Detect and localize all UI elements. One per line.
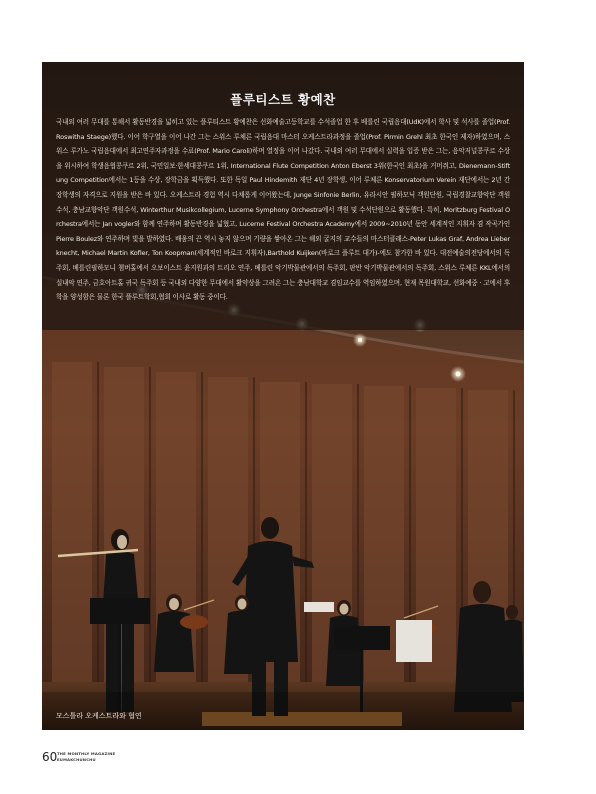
article-body: 국내외 여러 무대를 통해서 활동반경을 넓히고 있는 플루티스트 황예찬은 선화예술고등학교를 수석졸업 한 후 베를린 국립음대(UdK)에서 학사 및 석사를 졸업(Prof. Roswitha Staege)했다. 이어 학구열을 이어 나간 그는 스위스 루체른 국립음대 마스터 오케스트라과정을 졸업(Prof. Pirmin Grehl 최초 한국인 제자)하였으며, 스위스 루가노 국립음대에서 최고연주자과정을 수료(Prof. Mario Caroli)하며 열정을 이어 나갔다. 국내외 여러 무대에서 실력을 입증 받은 그는, 음악저널콩쿠르 수상을 위시하여 학생음협콩쿠르 2위, 국민일보·한세대콩쿠르 1위, International Flute Competition Anton Eberst 3위(한국인 최초)을 거머쥐고, Dienemann-Stiftung Competition에서는 1등을 수상, 장학금을 획득했다. 또한 독일 Paul Hindemith 재단 4년 장학생, 이어 루체른 Konservatorium Verein 재단에서는 2년 간 장학생의 자격으로 지원을 받은 바 있다. 오케스트라 경험 역시 다채롭게 이어왔는데, Junge Sinfonie Berlin, 유라시안 필하모닉 객원단원, 국립경찰교향악단 객원수석, 충남교향악단 객원수석, Winterthur Musikcollegium, Lucerne Symphony Orchestra에서 객원 및 수석단원으로 활동했다. 특히, Moritzburg Festival Orchestra에서는 Jan vogler와 함께 연주하며 활동반경을 넓혔고, Lucerne Festival Orchestra Academy에서 2009~2010년 동안 세계적인 지휘자 겸 작곡가인 Pierre Boulez와 연주하며 빛을 발하였다. 배움의 끈 역시 놓지 않으며 기량을 쌓아온 그는 해외 굴지의 교수들의 마스터클래스-Peter Lukas Graf, Andrea Lieberknecht, Michael Martin Kofler, Ton Koopman(세계적인 바로크 지휘자),Barthold Kuijken(바로크 플루트 대가)-에도 참가한 바 있다. 대전예술의전당에서의 독주회, 베를린필하모니 챔버홀에서 오보이스트 윤지원과의 트리오 연주, 베를린 악기박물관에서의 독주회, 판반 악기박물관에서의 독주회, 스위스 루체른 KKL에서의 실내악 연주, 금호아트홀 귀국 독주회 등 국내외 다양한 무대에서 활약상을 그려온 그는 충남대학교 겸임교수를 역임하였으며, 현재 목원대학교, 선화예중 · 고에서 후학을 양성함은 물론 한국 플루트학회,협회 이사로 활동 중이다. [56,118,510,302]
magazine-name: THE MONTHLY MAGAZINE [57,751,116,756]
photo-caption: 모스틀라 오케스트라와 협연 [56,712,142,720]
page-number: 60 [42,750,58,764]
article-title: 플루티스트 황예찬 [230,92,336,107]
biography-panel [42,62,524,330]
magazine-name-sub: EUMAKCHUNCHU [57,757,96,762]
